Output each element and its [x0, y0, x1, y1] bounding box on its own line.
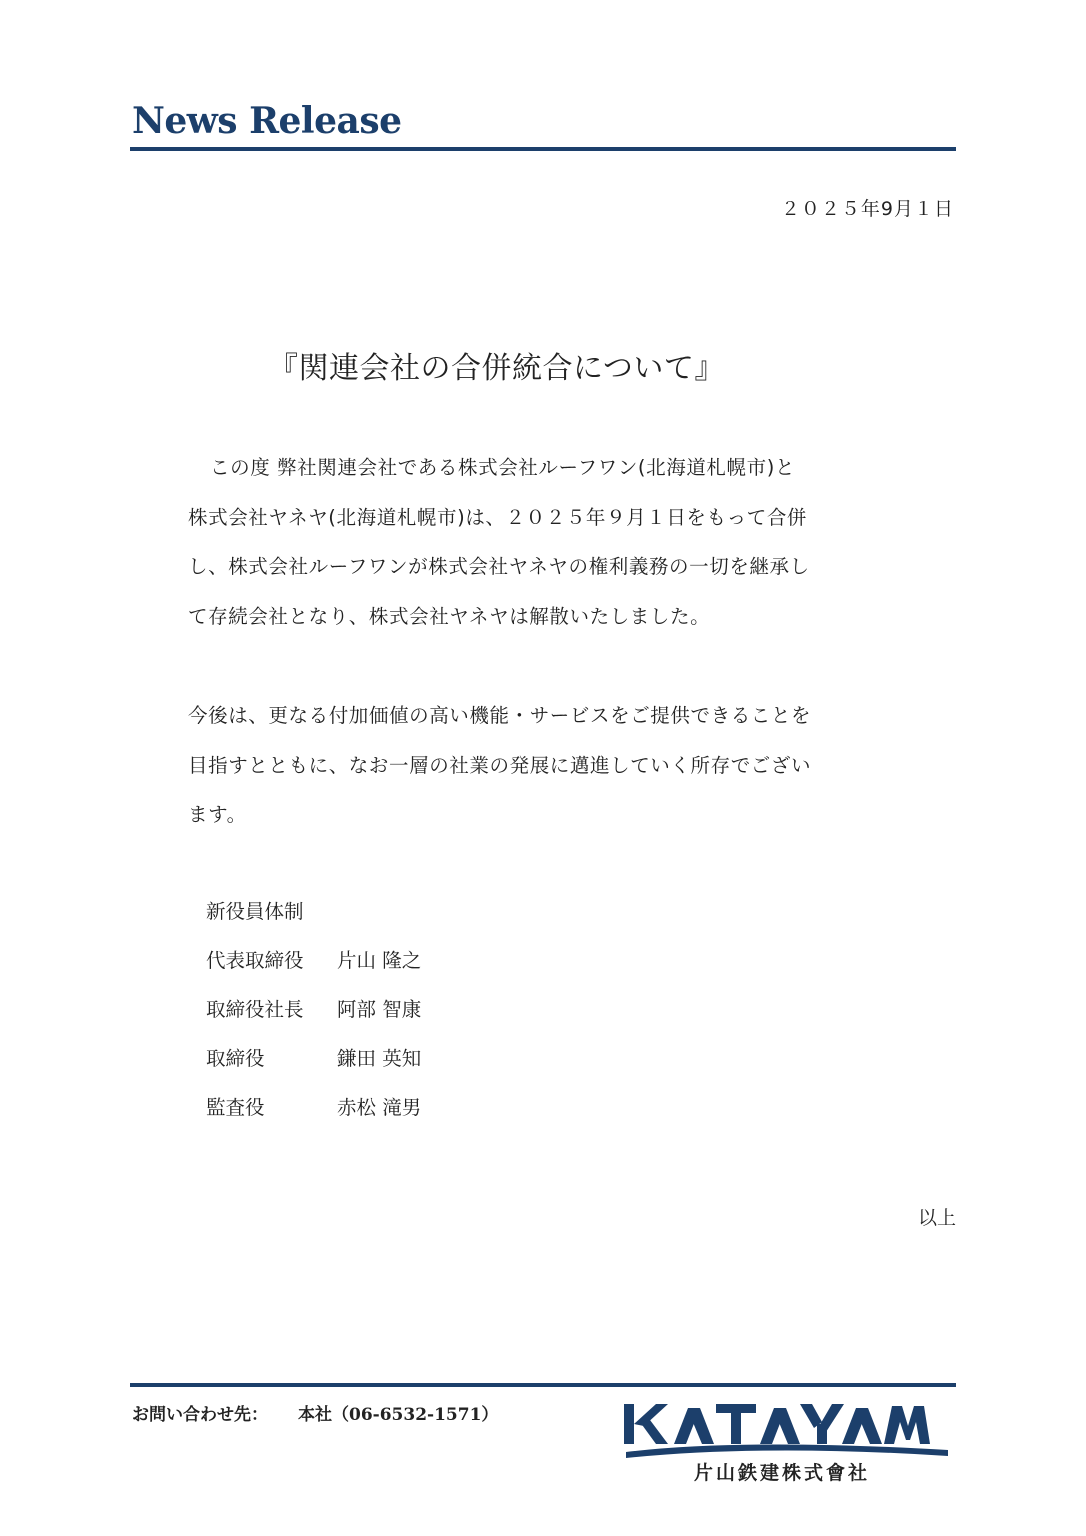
officer-list-heading: 新役員体制 — [206, 900, 304, 923]
officer-role: 取締役 — [206, 1047, 265, 1070]
officer-row — [206, 985, 421, 1034]
company-name: 片山鉄建株式會社 — [694, 1462, 871, 1484]
officer-row — [206, 936, 421, 985]
document-title: 『関連会社の合併統合について』 — [268, 351, 725, 386]
paragraph-line: この度 弊社関連会社である株式会社ルーフワン(北海道札幌市)と — [210, 456, 796, 479]
paragraph-line: 目指すとともに、なお一層の社業の発展に邁進していく所存でござい — [188, 753, 812, 777]
contact-info — [132, 1400, 498, 1425]
officer-name: 阿部 智康 — [337, 998, 422, 1021]
officer-role: 代表取締役 — [206, 949, 304, 972]
closing-mark: 以上 — [917, 1207, 956, 1229]
officer-list — [206, 887, 421, 1132]
paragraph-line: し、株式会社ルーフワンが株式会社ヤネヤの権利義務の一切を継承し — [188, 555, 810, 578]
outlook-paragraph — [188, 691, 888, 840]
contact-phone: 本社（06-6532-1571） — [298, 1405, 499, 1425]
officer-name: 鎌田 英知 — [337, 1047, 422, 1070]
officer-role: 取締役社長 — [206, 998, 304, 1021]
paragraph-line: ます。 — [188, 803, 247, 826]
officer-role: 監査役 — [206, 1096, 265, 1119]
contact-label: お問い合わせ先： — [132, 1405, 268, 1425]
officer-row — [206, 1083, 421, 1132]
officer-row — [206, 1034, 421, 1083]
news-release-heading: News Release — [132, 100, 402, 142]
paragraph-line: 株式会社ヤネヤ(北海道札幌市)は、２０２５年９月１日をもって合併 — [188, 505, 808, 529]
release-date: ２０２５年9月１日 — [780, 198, 954, 220]
announcement-paragraph — [188, 443, 888, 641]
officer-name: 片山 隆之 — [337, 949, 422, 972]
footer-divider — [130, 1383, 956, 1387]
paragraph-line: て存続会社となり、株式会社ヤネヤは解散いたしました。 — [188, 604, 711, 628]
header-divider — [130, 147, 956, 151]
paragraph-line: 今後は、更なる付加価値の高い機能・サービスをご提供できることを — [188, 704, 812, 727]
officer-name: 赤松 滝男 — [337, 1096, 422, 1119]
